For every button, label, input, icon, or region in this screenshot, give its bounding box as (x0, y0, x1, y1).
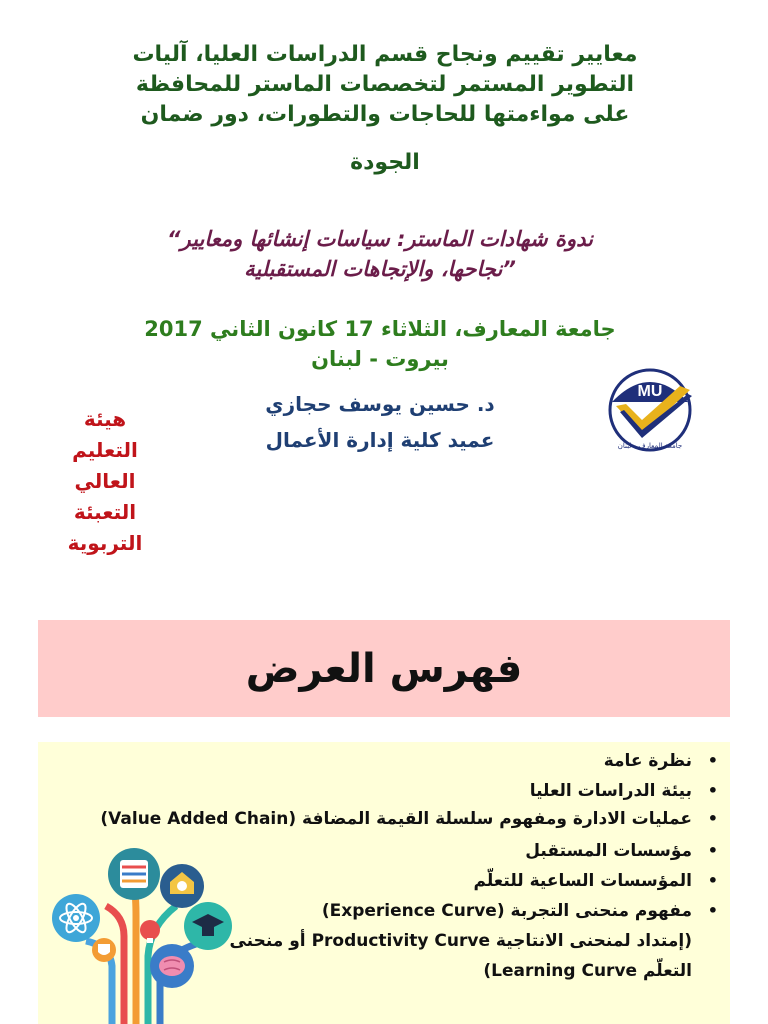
title-line: الجودة (350, 150, 420, 175)
bullet-icon: • (707, 751, 718, 770)
toc-item (50, 776, 720, 806)
toc-item-label: نظرة عامة (603, 751, 692, 771)
author-name: د. حسين يوسف حجازي (265, 392, 495, 416)
venue-line: بيروت - لبنان (311, 347, 449, 371)
bullet-icon: • (707, 901, 718, 920)
university-logo-icon (604, 364, 698, 454)
abacus-icon (108, 848, 160, 900)
education-tree-illustration (46, 846, 246, 1024)
seminar-line: ”نجاحها، والإتجاهات المستقبلية (244, 257, 516, 281)
shield-icon (92, 938, 116, 962)
title-line: معايير تقييم ونجاح قسم الدراسات العليا، آليات (132, 42, 638, 67)
author-block (200, 386, 560, 458)
brain-icon (150, 944, 194, 988)
toc-item (50, 806, 720, 832)
title-line: التطوير المستمر لتخصصات الماستر للمحافظة (135, 72, 635, 97)
logo-initials: MU (637, 383, 663, 400)
toc-item-label: (إمتداد لمنحنى الانتاجية Productivity Curve أو منحنى (229, 931, 692, 951)
seminar-line: ندوة شهادات الماستر: سياسات إنشائها ومعايير“ (167, 227, 593, 251)
organization-line: هيئة (83, 407, 127, 431)
venue-line: جامعة المعارف، الثلاثاء 17 كانون الثاني 2017 (144, 317, 616, 341)
toc-item (50, 746, 720, 776)
bullet-icon: • (707, 781, 718, 800)
toc-item-label: المؤسسات الساعية للتعلّم (473, 871, 692, 891)
toc-item-label: مفهوم منحنى التجربة (Experience Curve) (321, 901, 692, 921)
toc-item-label: مؤسسات المستقبل (525, 841, 692, 861)
organization-name (40, 404, 170, 559)
toc-item-label: بيئة الدراسات العليا (529, 781, 692, 801)
author-role: عميد كلية إدارة الأعمال (265, 428, 495, 452)
clock-house-icon (160, 864, 204, 908)
atom-icon (52, 894, 100, 942)
toc-title: فهرس العرض (245, 645, 523, 692)
toc-banner (38, 620, 730, 717)
organization-line: التربوية (67, 531, 143, 555)
logo-arabic-name: جامعة المعارف - لبنان (617, 442, 683, 450)
toc-item-label: التعلّم Learning Curve) (483, 961, 692, 981)
bullet-icon: • (707, 809, 718, 828)
university-logo (604, 364, 698, 454)
tree-branch (134, 886, 136, 1024)
bullet-icon: • (707, 841, 718, 860)
lightbulb-icon (140, 920, 160, 943)
title-line: على مواءمتها للحاجات والتطورات، دور ضمان (140, 102, 630, 127)
organization-line: التعبئة (73, 500, 137, 524)
graduation-cap-icon (184, 902, 232, 950)
organization-line: التعليم (72, 438, 138, 462)
seminar-name (40, 224, 720, 284)
toc-item-label: عمليات الادارة ومفهوم سلسلة القيمة المضافة (Value Added Chain) (100, 809, 692, 829)
bullet-icon: • (707, 871, 718, 890)
presentation-title (60, 40, 710, 178)
organization-line: العالي (74, 469, 136, 493)
